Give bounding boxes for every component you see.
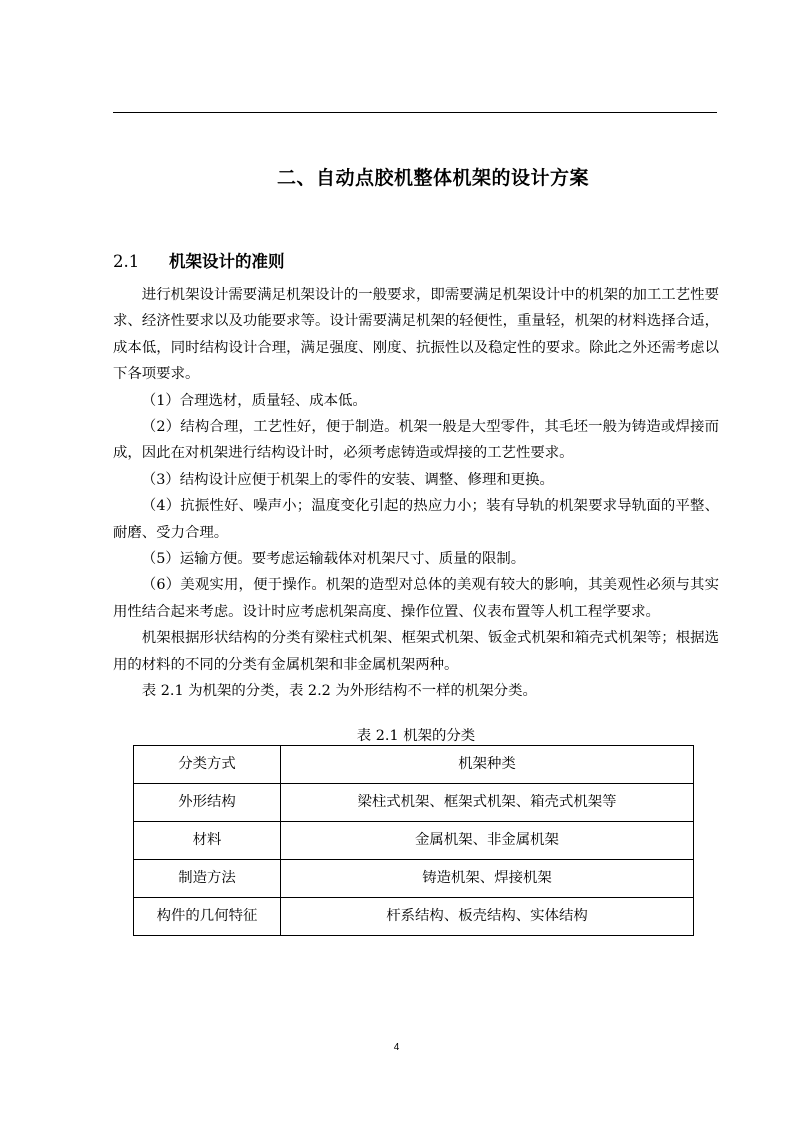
paragraph: （5）运输方便。要考虑运输载体对机架尺寸、质量的限制。 [141, 551, 526, 568]
paragraph: （2）结构合理，工艺性好，便于制造。机架一般是大型零件，其毛坯一般为铸造或焊接而成，因此在对机架进行结构设计时，必须考虑铸造或焊接的工艺性要求。 [113, 419, 719, 462]
paragraph: （1）合理选材，质量轻、成本低。 [141, 392, 367, 409]
header-rule [113, 112, 717, 113]
table-caption: 表 2.1 机架的分类 [356, 728, 476, 744]
paragraph: 机架根据形状结构的分类有梁柱式机架、框架式机架、钣金式机架和箱壳式机架等；根据选用的材料的不同的分类有金属机架和非金属机架两种。 [113, 630, 719, 673]
table-cell: 材料 [134, 822, 281, 860]
paragraph: 进行机架设计需要满足机架设计的一般要求，即需要满足机架设计中的机架的加工工艺性要求、经济性要求以及功能要求等。设计需要满足机架的轻便性，重量轻，机架的材料选择合适，成本低，同时结构设计合理，满足强度、刚度、抗振性以及稳定性的要求。除此之外还需考虑以下各项要求。 [113, 287, 719, 383]
page-number: 4 [393, 1042, 400, 1053]
table-cell: 金属机架、非金属机架 [281, 822, 694, 860]
paragraph: （6）美观实用，便于操作。机架的造型对总体的美观有较大的影响，其美观性必须与其实用性结合起来考虑。设计时应考虑机架高度、操作位置、仪表布置等人机工程学要求。 [113, 577, 719, 620]
table-cell: 铸造机架、焊接机架 [281, 860, 694, 898]
table-cell: 杆系结构、板壳结构、实体结构 [281, 898, 694, 936]
section-title: 机架设计的准则 [169, 252, 285, 271]
table-header-row [134, 746, 694, 784]
table-cell: 外形结构 [134, 784, 281, 822]
paragraph: （3）结构设计应便于机架上的零件的安装、调整、修理和更换。 [141, 471, 554, 488]
paragraph: （4）抗振性好、噪声小；温度变化引起的热应力小；装有导轨的机架要求导轨面的平整、耐磨、受力合理。 [113, 498, 719, 541]
section-heading [113, 248, 285, 272]
table-row [134, 860, 694, 898]
table-cell: 分类方式 [134, 746, 281, 784]
chapter-title: 二、自动点胶机整体机架的设计方案 [276, 167, 589, 189]
table-cell: 机架种类 [281, 746, 694, 784]
table-row [134, 898, 694, 936]
frame-classification-table [133, 745, 694, 936]
table-row [134, 784, 694, 822]
table-cell: 梁柱式机架、框架式机架、箱壳式机架等 [281, 784, 694, 822]
paragraph: 表 2.1 为机架的分类，表 2.2 为外形结构不一样的机架分类。 [141, 683, 537, 700]
table-row [134, 822, 694, 860]
body-text [113, 282, 719, 705]
table-cell: 构件的几何特征 [134, 898, 281, 936]
section-number: 2.1 [113, 252, 140, 271]
table-cell: 制造方法 [134, 860, 281, 898]
